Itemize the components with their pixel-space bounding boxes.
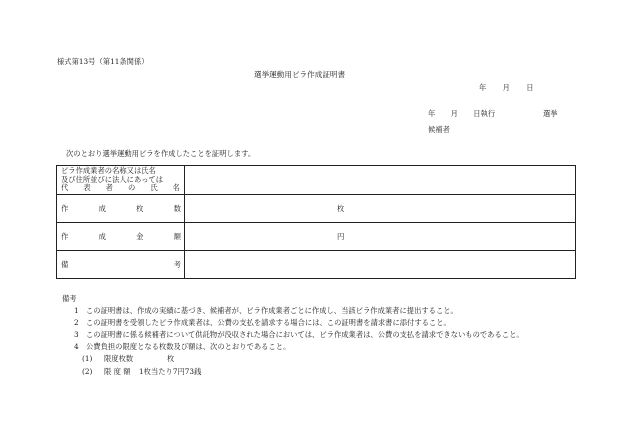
note-number: 2 [74, 318, 79, 328]
amount-label: 作 成 金 額 [57, 223, 185, 251]
sub-item-number: (1) [82, 354, 93, 364]
business-name-label [57, 166, 185, 195]
amount-unit: 円 [337, 231, 345, 241]
list-item [62, 317, 524, 329]
sub-item-number: (2) [82, 366, 93, 376]
certificate-table [56, 165, 576, 279]
sub-item-value: 1枚当たり7円73銭 [139, 366, 202, 376]
note-text: この証明書を受領したビラ作成業者は、公費の支払を請求する場合には、この証明書を請求書に添付すること。 [86, 318, 451, 328]
quantity-field[interactable] [185, 195, 576, 223]
business-name-field[interactable] [185, 166, 576, 195]
label-line: 及び住所並びに法人にあっては [61, 174, 164, 184]
table-row [57, 251, 576, 279]
amount-field[interactable] [185, 223, 576, 251]
remarks-field[interactable] [185, 251, 576, 279]
table-row [57, 195, 576, 223]
list-item [62, 341, 524, 353]
note-number: 1 [74, 306, 79, 316]
sub-item-label: 限 度 額 [104, 366, 131, 376]
table-row [57, 166, 576, 195]
notes-section [62, 293, 524, 378]
note-text: 公費負担の限度となる枚数及び額は、次のとおりであること。 [86, 342, 291, 352]
list-item [62, 329, 524, 341]
election-date [428, 110, 508, 117]
candidate-label: 候補者 [428, 125, 450, 134]
exec-year: 年 [428, 109, 436, 118]
form-number: 様式第13号（第11条関係） [57, 57, 149, 66]
issue-date: 年 月 日 [479, 83, 534, 92]
label-line: 代 表 者 の 氏 名 [61, 183, 180, 193]
sub-item [82, 366, 524, 378]
document-title: 選挙運動用ビラ作成証明書 [254, 70, 346, 79]
label-line: ビラ作成業者の名称又は氏名 [61, 166, 156, 175]
quantity-unit: 枚 [337, 203, 345, 213]
note-number: 4 [74, 342, 79, 352]
note-number: 3 [74, 330, 79, 340]
note-text: この証明書に係る候補者について供託物が没収された場合においては、ビラ作成業者は、公費の支払を請求できないものであること。 [86, 330, 524, 340]
exec-month: 月 [450, 109, 458, 118]
exec-day: 日執行 [473, 109, 496, 118]
sub-item-label: 限度枚数 [104, 354, 134, 364]
table-row [57, 223, 576, 251]
quantity-label: 作 成 枚 数 [57, 195, 185, 223]
list-item [62, 305, 524, 317]
election-label: 選挙 [543, 109, 558, 118]
note-text: この証明書は、作成の実績に基づき、候補者が、ビラ作成業者ごとに作成し、当該ビラ作成業者に提出すること。 [86, 306, 458, 316]
certification-text: 次のとおり選挙運動用ビラを作成したことを証明します。 [66, 149, 256, 158]
remarks-label: 備 考 [57, 251, 185, 279]
sub-item [82, 353, 524, 365]
notes-heading: 備考 [62, 294, 77, 303]
sub-item-value: 枚 [167, 354, 175, 364]
